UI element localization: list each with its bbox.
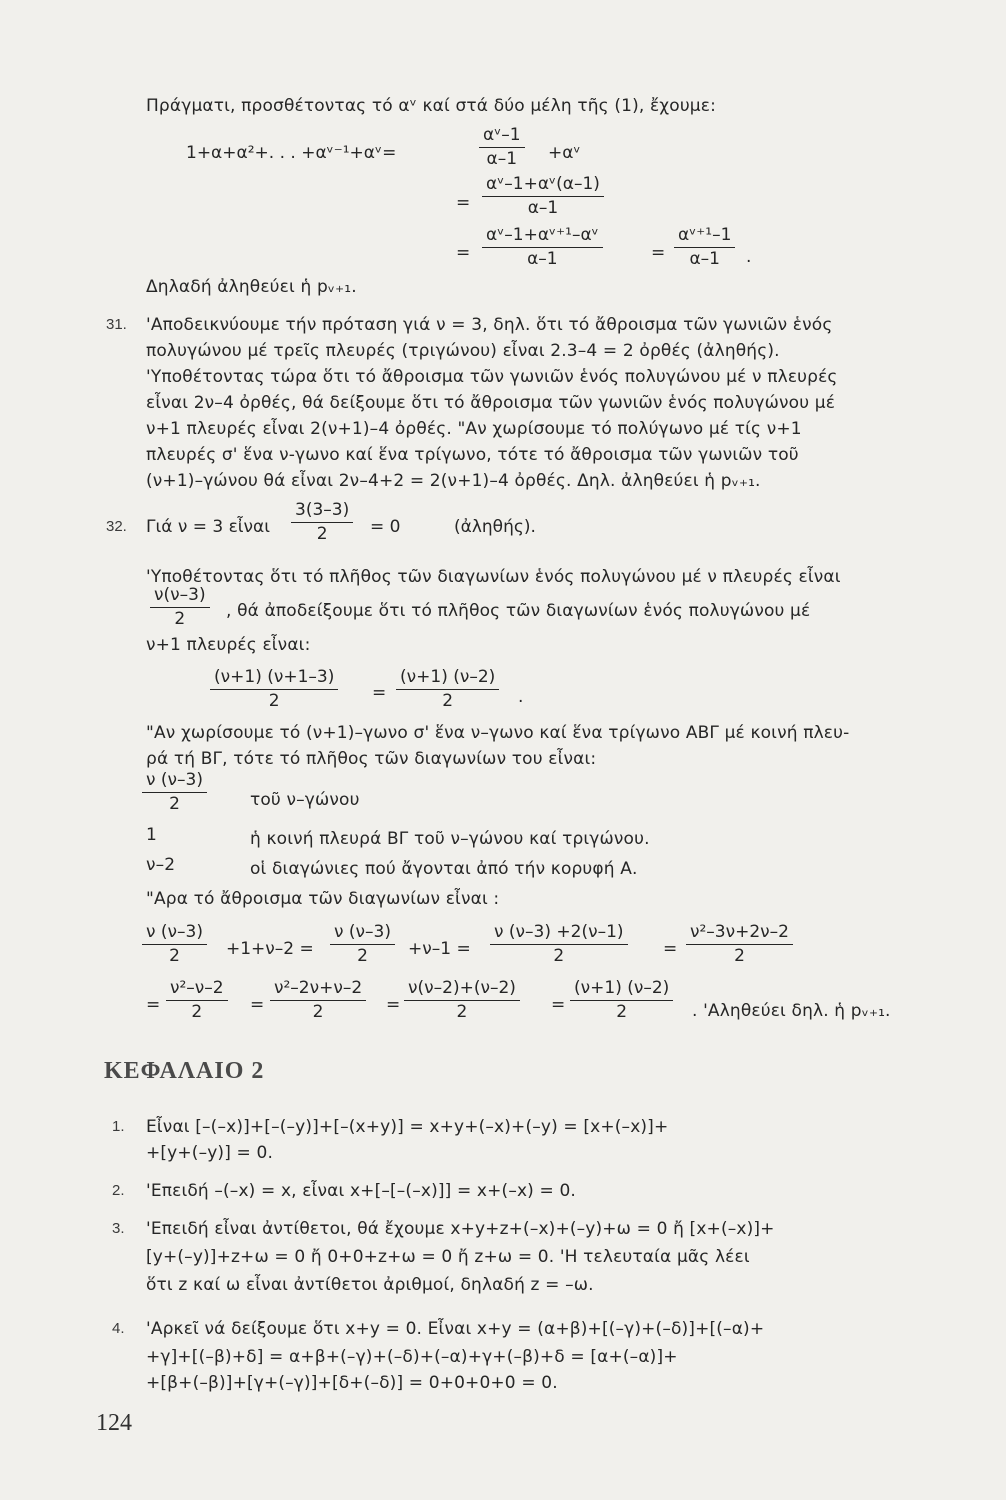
intro-line: Πράγματι, προσθέτοντας τό αᵛ καί στά δύο μέλη τῆς (1), ἔχουμε: (146, 96, 716, 116)
text-line: 'Αποδεικνύουμε τήν πρόταση γιά ν = 3, δηλ. ὅτι τό ἄθροισμα τῶν γωνιῶν ἑνός (146, 315, 833, 335)
fraction-numerator: αᵛ–1+αᵛ⁺¹–αᵛ (482, 225, 603, 248)
fraction-numerator: ν (ν–3) (142, 770, 207, 793)
equals-sign: = (551, 995, 566, 1015)
fraction (404, 978, 520, 1023)
fraction-denominator: 2 (553, 946, 565, 966)
series-lhs: 1+α+α²+. . . +αᵛ⁻¹+αᵛ= (186, 143, 397, 163)
chapter-heading: ΚΕΦΑΛΑΙΟ 2 (104, 1058, 265, 1084)
fraction-denominator: 2 (734, 946, 745, 966)
text-line: "Αρα τό ἄθροισμα τῶν διαγωνίων εἶναι : (146, 889, 500, 909)
problem-number: 4. (112, 1320, 125, 1337)
problem-number: 31. (106, 316, 127, 333)
equals-sign: = (386, 995, 401, 1015)
math-term: +1+ν–2 = (226, 939, 314, 959)
math-term: . (518, 687, 524, 707)
text-line: ν+1 πλευρές εἶναι: (146, 635, 311, 655)
fraction-denominator: 2 (616, 1002, 628, 1022)
text-line: οἱ διαγώνιες πού ἄγονται ἀπό τήν κορυφή Α. (250, 859, 638, 879)
text-line: πολυγώνου μέ τρεῖς πλευρές (τριγώνου) εἶναι 2.3–4 = 2 ὀρθές (ἀληθής). (146, 341, 780, 361)
fraction-denominator: 2 (191, 1002, 203, 1022)
fraction (291, 500, 353, 545)
problem-number: 3. (112, 1220, 125, 1237)
fraction (330, 922, 395, 967)
math-term: 1 (146, 825, 157, 845)
problem-number: 2. (112, 1182, 125, 1199)
fraction-denominator: 2 (268, 691, 280, 711)
text-line: "Αν χωρίσουμε τό (ν+1)–γωνο σ' ἕνα ν–γωνο καί ἕνα τρίγωνο ΑΒΓ μέ κοινή πλευ- (146, 723, 850, 743)
text-line: 'Αρκεῖ νά δείξουμε ὅτι x+y = 0. Εἶναι x+y = (α+β)+[(–γ)+(–δ)]+[(–α)+ (146, 1319, 765, 1339)
fraction (482, 174, 604, 219)
text-line: τοῦ ν–γώνου (250, 790, 360, 810)
fraction-numerator: ν (ν–3) (142, 922, 207, 945)
text-line: 'Υποθέτοντας τώρα ὅτι τό ἄθροισμα τῶν γωνιῶν ἑνός πολυγώνου μέ ν πλευρές (146, 367, 838, 387)
fraction-denominator: 2 (169, 794, 180, 814)
fraction-numerator: αᵛ⁺¹–1 (674, 225, 735, 248)
text-line: +[β+(–β)]+[γ+(–γ)]+[δ+(–δ)] = 0+0+0+0 = 0. (146, 1373, 558, 1393)
fraction (270, 978, 366, 1023)
equals-sign: = (372, 683, 387, 703)
fraction-numerator: αᵛ–1 (479, 125, 525, 148)
fraction-denominator: α–1 (527, 198, 559, 218)
text-line: Εἶναι [–(–x)]+[–(–y)]+[–(x+y)] = x+y+(–x)+(–y) = [x+(–x)]+ (146, 1117, 669, 1137)
text-line: ν+1 πλευρές εἶναι 2(ν+1)–4 ὀρθές. "Αν χωρίσουμε τό πολύγωνο μέ τίς ν+1 (146, 419, 802, 439)
text-line: , θά ἀποδείξουμε ὅτι τό πλῆθος τῶν διαγωνίων ἑνός πολυγώνου μέ (226, 601, 811, 621)
fraction (210, 667, 338, 712)
problem-number: 1. (112, 1118, 125, 1135)
fraction-denominator: α–1 (527, 249, 558, 269)
fraction (142, 922, 207, 967)
fraction (490, 922, 628, 967)
fraction-numerator: ν (ν–3) (330, 922, 395, 945)
equals-sign: = (146, 995, 161, 1015)
equals-sign: = (250, 995, 265, 1015)
fraction-denominator: 2 (316, 524, 328, 544)
fraction-numerator: (ν+1) (ν–2) (570, 978, 673, 1001)
text-line: ρά τή ΒΓ, τότε τό πλῆθος τῶν διαγωνίων του εἶναι: (146, 749, 597, 769)
text-line: ὅτι z καί ω εἶναι ἀντίθετοι ἀριθμοί, δηλαδή z = –ω. (146, 1275, 594, 1295)
fraction-denominator: 2 (456, 1002, 468, 1022)
text-line: 'Επειδή εἶναι ἀντίθετοι, θά ἔχουμε x+y+z+(–x)+(–y)+ω = 0 ἤ [x+(–x)]+ (146, 1219, 775, 1239)
fraction-numerator: ν(ν–2)+(ν–2) (404, 978, 520, 1001)
fraction-numerator: ν(ν–3) (150, 585, 210, 608)
text-line: (ν+1)–γώνου θά εἶναι 2ν–4+2 = 2(ν+1)–4 ὀρθές. Δηλ. ἀληθεύει ἡ pᵥ₊₁. (146, 471, 761, 491)
equals-sign: = (663, 939, 678, 959)
fraction (482, 225, 603, 270)
fraction (686, 922, 793, 967)
fraction-numerator: ν²–3ν+2ν–2 (686, 922, 793, 945)
fraction-denominator: 2 (442, 691, 454, 711)
math-term: . (746, 247, 752, 267)
text-line: 'Επειδή –(–x) = x, εἶναι x+[–[–(–x)]] = x+(–x) = 0. (146, 1181, 576, 1201)
equals-sign: = (456, 193, 471, 213)
fraction-denominator: α–1 (486, 149, 518, 169)
text-line: [y+(–y)]+z+ω = 0 ἤ 0+0+z+ω = 0 ἤ z+ω = 0. 'Η τελευταία μᾶς λέει (146, 1247, 750, 1267)
problem-number: 32. (106, 518, 127, 535)
text-line: . 'Αληθεύει δηλ. ἡ pᵥ₊₁. (692, 1001, 891, 1021)
fraction-denominator: 2 (357, 946, 368, 966)
fraction (150, 585, 210, 630)
fraction (570, 978, 673, 1023)
equals-sign: = (651, 243, 666, 263)
math-term: +ν–1 = (408, 939, 471, 959)
fraction-numerator: (ν+1) (ν–2) (396, 667, 499, 690)
page-number: 124 (96, 1410, 132, 1436)
fraction-denominator: α–1 (689, 249, 720, 269)
intro-conclusion: Δηλαδή ἀληθεύει ἡ pᵥ₊₁. (146, 277, 357, 297)
text-line: +γ]+[(–β)+δ] = α+β+(–γ)+(–δ)+(–α)+γ+(–β)+δ = [α+(–α)]+ (146, 1347, 678, 1367)
fraction-numerator: ν (ν–3) +2(ν–1) (490, 922, 628, 945)
math-term: = 0 (370, 517, 401, 537)
fraction-numerator: ν²–ν–2 (166, 978, 228, 1001)
fraction-numerator: ν²–2ν+ν–2 (270, 978, 366, 1001)
fraction-numerator: αᵛ–1+αᵛ(α–1) (482, 174, 604, 197)
text-line: (ἀληθής). (454, 517, 536, 537)
text-line: 'Υποθέτοντας ὅτι τό πλῆθος τῶν διαγωνίων ἑνός πολυγώνου μέ ν πλευρές εἶναι (146, 567, 841, 587)
fraction (479, 125, 525, 170)
fraction (396, 667, 499, 712)
fraction-denominator: 2 (312, 1002, 324, 1022)
text-line: εἶναι 2ν–4 ὀρθές, θά δείξουμε ὅτι τό ἄθροισμα τῶν γωνιῶν ἑνός πολυγώνου μέ (146, 393, 836, 413)
fraction-numerator: (ν+1) (ν+1–3) (210, 667, 338, 690)
text-line: πλευρές σ' ἕνα ν-γωνο καί ἕνα τρίγωνο, τότε τό ἄθροισμα τῶν γωνιῶν τοῦ (146, 445, 799, 465)
math-term: ν–2 (146, 855, 176, 875)
fraction-denominator: 2 (174, 609, 186, 629)
equals-sign: = (456, 243, 471, 263)
text-line: ἡ κοινή πλευρά ΒΓ τοῦ ν–γώνου καί τριγώνου. (250, 829, 650, 849)
fraction (166, 978, 228, 1023)
fraction-numerator: 3(3–3) (291, 500, 353, 523)
fraction-denominator: 2 (169, 946, 180, 966)
text-line: Γιά ν = 3 εἶναι (146, 517, 270, 537)
math-term: +αᵛ (548, 143, 581, 163)
fraction (142, 770, 207, 815)
fraction (674, 225, 735, 270)
text-line: +[y+(–y)] = 0. (146, 1143, 274, 1163)
